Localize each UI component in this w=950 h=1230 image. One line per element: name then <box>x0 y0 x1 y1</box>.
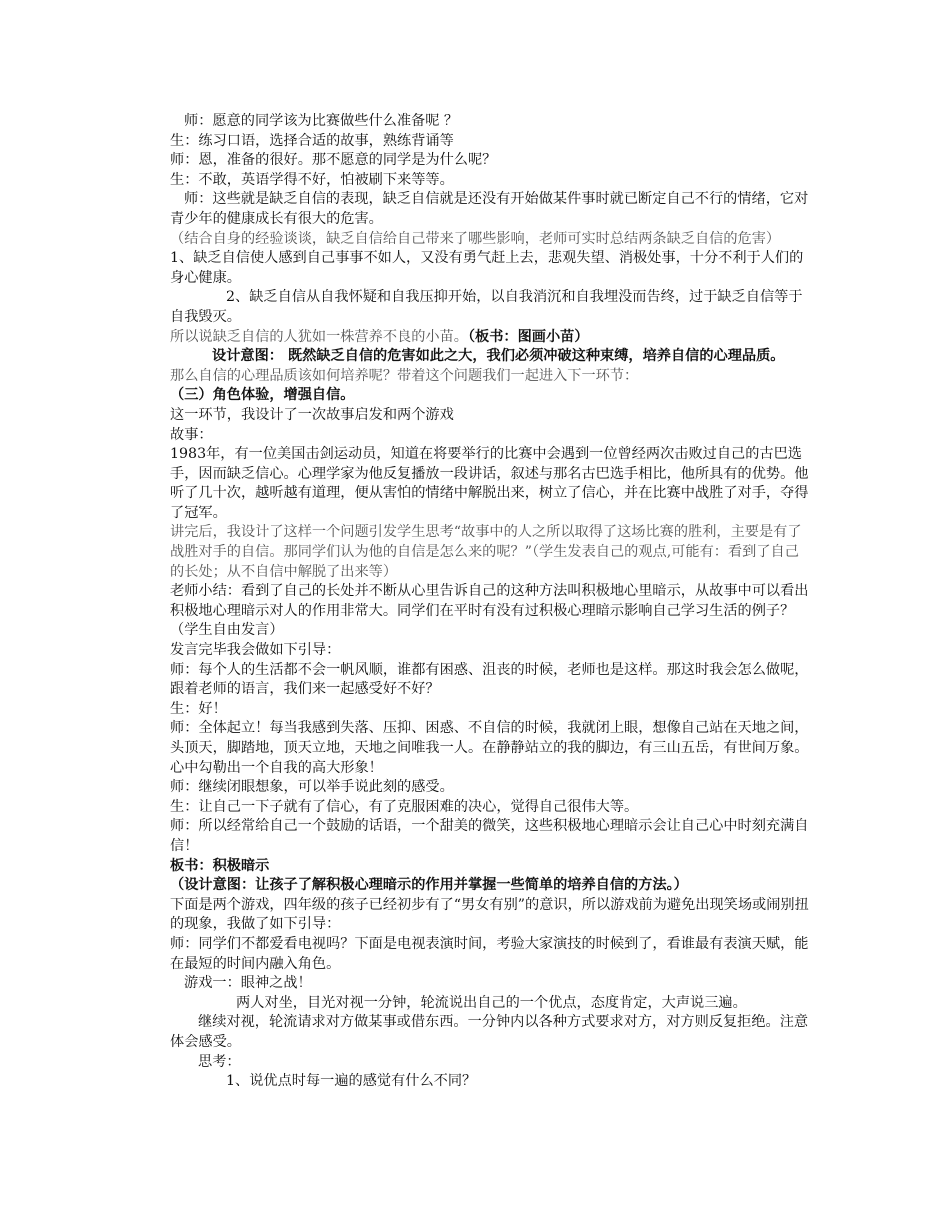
paragraph: 生：不敢，英语学得不好，怕被刷下来等等。 <box>170 171 454 188</box>
paragraph: 生：让自己一下子就有了信心，有了克服困难的决心，觉得自己很伟大等。 <box>170 798 639 815</box>
paragraph: 思考： <box>198 1053 241 1070</box>
paragraph: 师：继续闭眼想象，可以举手说此刻的感受。 <box>170 779 454 796</box>
paragraph: 故事： <box>170 426 213 443</box>
paragraph: 1983年，有一位美国击剑运动员，知道在将要举行的比赛中会遇到一位曾经两次击败过自己的古巴选手，因而缺乏信心。心理学家为他反复播放一段讲话，叙述与那名古巴选手相比，他所具有的优势。他听了几十次，越听越有道理，便从害怕的情绪中解脱出来，树立了信心，并在比赛中战胜了对手，夺得了冠军。 <box>170 446 809 521</box>
paragraph: （结合自身的经验谈谈，缺乏自信给自己带来了哪些影响，老师可实时总结两条缺乏自信的危害） <box>170 230 781 247</box>
paragraph: 师：愿意的同学该为比赛做些什么准备呢 ？ <box>184 113 459 129</box>
paragraph: 生：练习口语，选择合适的故事，熟练背诵等 <box>170 132 454 149</box>
board-note: （板书：图画小苗） <box>467 328 589 345</box>
paragraph: 生：好！ <box>170 700 227 717</box>
paragraph <box>170 328 810 348</box>
paragraph: 1、说优点时每一遍的感觉有什么不同？ <box>226 1073 477 1090</box>
paragraph: 师：每个人的生活都不会一帆风顺，谁都有困惑、沮丧的时候，老师也是这样。那这时我会怎么做呢，跟着老师的语言，我们来一起感受好不好？ <box>170 661 809 698</box>
design-intent: 设计意图： 既然缺乏自信的危害如此之大，我们必须冲破这种束缚，培养自信的心理品质。 <box>212 348 785 365</box>
paragraph: 2、缺乏自信从自我怀疑和自我压抑开始，以自我消沉和自我埋没而告终，过于缺乏自信等于自我毁灭。 <box>170 289 803 325</box>
paragraph: 继续对视，轮流请求对方做某事或借东西。一分钟内以各种方式要求对方，对方则反复拒绝。注意体会感受。 <box>170 1014 809 1050</box>
paragraph: 师：所以经常给自己一个鼓励的话语，一个甜美的微笑，这些积极地心理暗示会让自己心中时刻充满自信！ <box>170 818 809 854</box>
section-heading: （三）角色体验，增强自信。 <box>170 387 355 404</box>
paragraph: 1、缺乏自信使人感到自己事事不如人，又没有勇气赶上去，悲观失望、消极处事，十分不利于人们的身心健康。 <box>170 250 804 286</box>
paragraph: 师：这些就是缺乏自信的表现，缺乏自信就是还没有开始做某件事时就已断定自己不行的情绪，它对青少年的健康成长有很大的危害。 <box>170 191 809 227</box>
paragraph: 师：同学们不都爱看电视吗？下面是电视表演时间，考验大家演技的时候到了，看谁最有表演天赋，能在最短的时间内融入角色。 <box>170 935 809 972</box>
paragraph: 师：全体起立！每当我感到失落、压抑、困惑、不自信的时候，我就闭上眼，想像自己站在天地之间，头顶天，脚踏地，顶天立地，天地之间唯我一人。在静静站立的我的脚边，有三山五岳，有世间万象。心中勾勒出一个自我的高大形象！ <box>170 720 809 776</box>
paragraph: 老师小结：看到了自己的长处并不断从心里告诉自己的这种方法叫积极地心里暗示，从故事中可以看出积极地心理暗示对人的作用非常大。同学们在平时有没有过积极心理暗示影响自己学习生活的例子？（学生自由发言） <box>170 583 809 639</box>
paragraph: 这一环节，我设计了一次故事启发和两个游戏 <box>170 406 454 423</box>
board-note: 板书：积极暗示 <box>170 857 270 874</box>
design-intent: （设计意图：让孩子了解积极心理暗示的作用并掌握一些简单的培养自信的方法。） <box>170 877 688 894</box>
game-title: 游戏一：眼神之战！ <box>184 975 312 992</box>
paragraph: 师：恩，准备的很好。那不愿意的同学是为什么呢？ <box>170 152 497 169</box>
paragraph-text: 所以说缺乏自信的人犹如一株营养不良的小苗。 <box>170 328 468 345</box>
document-page <box>170 112 810 1092</box>
paragraph: 那么自信的心理品质该如何培养呢？带着这个问题我们一起进入下一环节： <box>170 367 639 384</box>
paragraph: 讲完后，我设计了这样一个问题引发学生思考“故事中的人之所以取得了这场比赛的胜利，主要是有了战胜对手的自信。那同学们认为他的自信是怎么来的呢？”（学生发表自己的观点,可能有：看到了自己的长处；从不自信中解脱了出来等） <box>170 524 802 580</box>
paragraph: 两人对坐，目光对视一分钟，轮流说出自己的一个优点，态度肯定，大声说三遍。 <box>236 994 747 1011</box>
paragraph: 发言完毕我会做如下引导： <box>170 642 341 659</box>
paragraph: 下面是两个游戏，四年级的孩子已经初步有了“男女有别”的意识，所以游戏前为避免出现笑场或闹别扭的现象，我做了如下引导： <box>170 896 809 933</box>
